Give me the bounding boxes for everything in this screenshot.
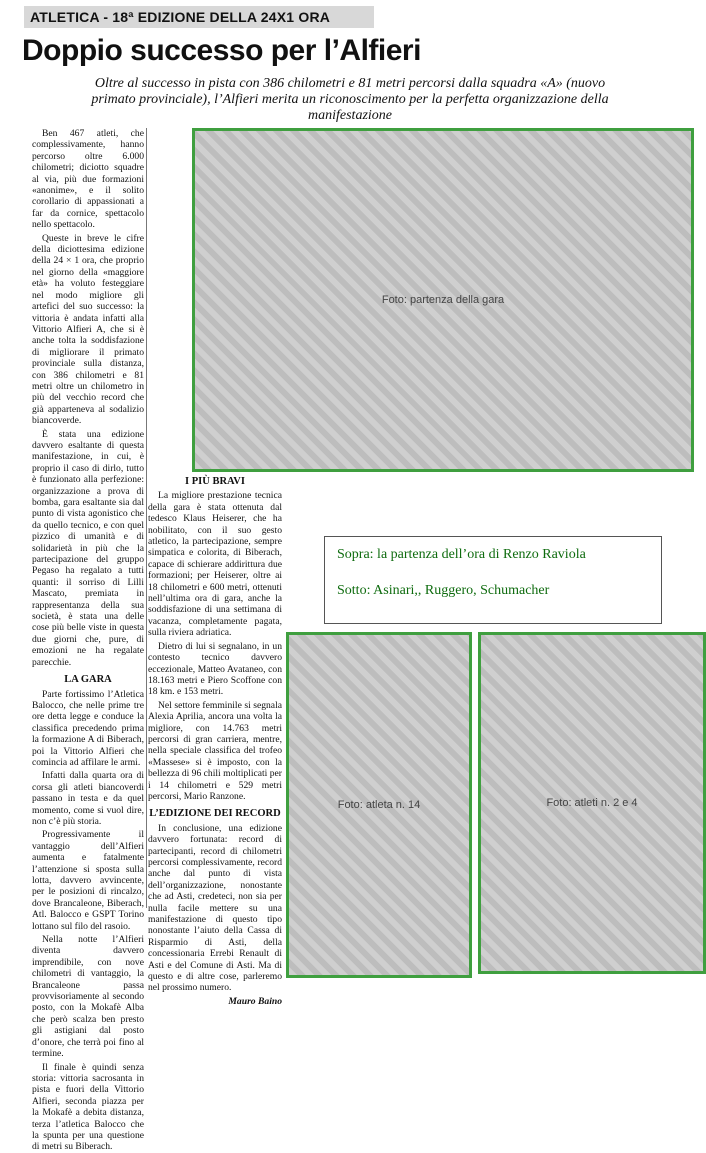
paragraph: È stata una edizione davvero esaltante di questa manifestazione, in cui, è proprio il caso di dirlo, tutto è funzionato alla perfezione: organizzazione a prova di bomba, gara esaltante sia dal punto di vista agonistico che da quello tecnico, e con quel pizzico di umanità e di solidarietà in più che la partecipazione del gruppo Pegaso ha regalato a tutti quanti: il sorriso di Lilli Mascato, premiata in rappresentanza della sua società, è stata una delle cose più belle viste in questa due giorni che, pure, di emozioni ne ha regalate parecchie. xyxy=(32,428,144,668)
paragraph: Queste in breve le cifre della diciottesima edizione della 24 × 1 ora, che proprio nel giorno della «maggiore età» ha voluto festeggiare nel modo migliore gli artefici del suo successo: la vittoria è andata infatti alla Vittorio Alfieri A, che si è anche tolta la soddisfazione di migliorare il primato provinciale sulla distanza, con 386 chilometri e 81 metri oltre un chilometro in più del vecchio record che già apparteneva al sodalizio biancoverde. xyxy=(32,232,144,427)
paragraph: In conclusione, una edizione davvero fortunata: record di partecipanti, record di chilometri percorsi complessivamente, record anche dal punto di vista dell’organizzazione, nonostante che ad Asti, credeteci, non sia per nulla facile mettere su una manifestazione di questo tipo nonostante l’aiuto della Cassa di Risparmio di Asti, della concessionaria Errebi Renault di Asti e del Comune di Asti. Ma di questo e di altre cose, parleremo nel prossimo numero. xyxy=(148,822,282,994)
paragraph: Dietro di lui si segnalano, in un contesto tecnico davvero eccezionale, Matteo Avataneo, con 18.163 metri e Piero Scoffone con 18 km. e 153 metri. xyxy=(148,640,282,698)
section-heading-la-gara: LA GARA xyxy=(64,674,112,686)
byline: Mauro Baino xyxy=(228,995,282,1007)
paragraph: Infatti dalla quarta ora di corsa gli atleti biancoverdi passano in testa e da quel momento, come si vuol dire, non c’è più storia. xyxy=(32,770,144,827)
paragraph: Il finale è quindi senza storia: vittoria sacrosanta in pista e fuori della Vittorio Alfieri, seconda piazza per la Mokafè a debita distanza, terza l’atletica Balocco che la spunta per una questione di metri su Biberach. xyxy=(32,1061,144,1153)
paragraph: Parte fortissimo l’Atletica Balocco, che nelle prime tre ore detta legge e conduce la classifica precedendo prima la formazione A di Biberach, poi la Vittorio Alfieri che comincia ad affilare le armi. xyxy=(32,688,144,768)
photo-runner-14 xyxy=(286,632,472,978)
paragraph: La migliore prestazione tecnica della gara è stata ottenuta dal tedesco Klaus Heiserer, che ha nobilitato, con il suo gesto atletico, la partecipazione, sempre simpatica e colorita, di Biberach, capace di schierare addirittura due formazioni; per Heiserer, oltre ai 18 chilometri e 600 metri, ottenuti nell’ultima ora di gara, anche la soddisfazione di una settimana di vacanza, completamente pagata, sulla riviera adriatica. xyxy=(148,490,282,639)
paragraph: Nella notte l’Alfieri diventa davvero imprendibile, con nove chilometri di vantaggio, la Brancaleone passa provvisoriamente al secondo posto, con la Mokafè Alba che però scalza ben presto gli astigiani dal posto d’onore, che terrà poi fino al termine. xyxy=(32,934,144,1060)
photo-race-start xyxy=(192,128,694,472)
article-column-2 xyxy=(148,470,282,1007)
photo-placeholder: Foto: partenza della gara xyxy=(195,131,691,469)
column-divider xyxy=(146,128,147,908)
section-heading-i-piu-bravi: I PIÙ BRAVI xyxy=(185,476,245,487)
photo-runners-2-4 xyxy=(478,632,706,974)
article-column-1 xyxy=(32,128,144,1153)
photo-placeholder: Foto: atleti n. 2 e 4 xyxy=(481,635,703,971)
caption-line-1: Sopra: la partenza dell’ora di Renzo Raviola xyxy=(337,547,586,562)
caption-line-2: Sotto: Asinari,, Ruggero, Schumacher xyxy=(337,583,550,598)
article-deck: Oltre al successo in pista con 386 chilometri e 81 metri percorsi dalla squadra «A» (nuovo primato provinciale), l’Alfieri merita un riconoscimento per la perfetta organizzazione della manifestazione xyxy=(91,76,609,123)
photo-placeholder: Foto: atleta n. 14 xyxy=(289,635,469,975)
section-kicker xyxy=(24,6,374,28)
photo-caption-box xyxy=(324,536,662,624)
paragraph: Nel settore femminile si segnala Alexia Aprilia, ancora una volta la migliore, con 14.763 metri percorsi di gran carriera, mentre, nella speciale classifica del trofeo «Massese» si è imposto, con la bellezza di 96 chili moltiplicati per i 14 chilometri e 529 metri percorsi, Mario Ranzone. xyxy=(148,699,282,802)
kicker-text: ATLETICA - 18ª EDIZIONE DELLA 24X1 ORA xyxy=(30,9,331,25)
section-heading-edizione-record: L’EDIZIONE DEI RECORD xyxy=(149,808,281,820)
article-headline: Doppio successo per l’Alfieri xyxy=(22,34,421,67)
paragraph: Ben 467 atleti, che complessivamente, hanno percorso oltre 6.000 chilometri; diciotto squadre al via, più due formazioni «anonime», e il solito corollario di appassionati a far da cornice, spettacolo nello spettacolo. xyxy=(32,128,144,231)
paragraph: Progressivamente il vantaggio dell’Alfieri aumenta e fatalmente l’attenzione si sposta sulla lotta, davvero avvincente, per le posizioni di rincalzo, dove Brancaleone, Biberach, Atl. Balocco e GSPT Torino lottano sul filo del rasoio. xyxy=(32,829,144,932)
